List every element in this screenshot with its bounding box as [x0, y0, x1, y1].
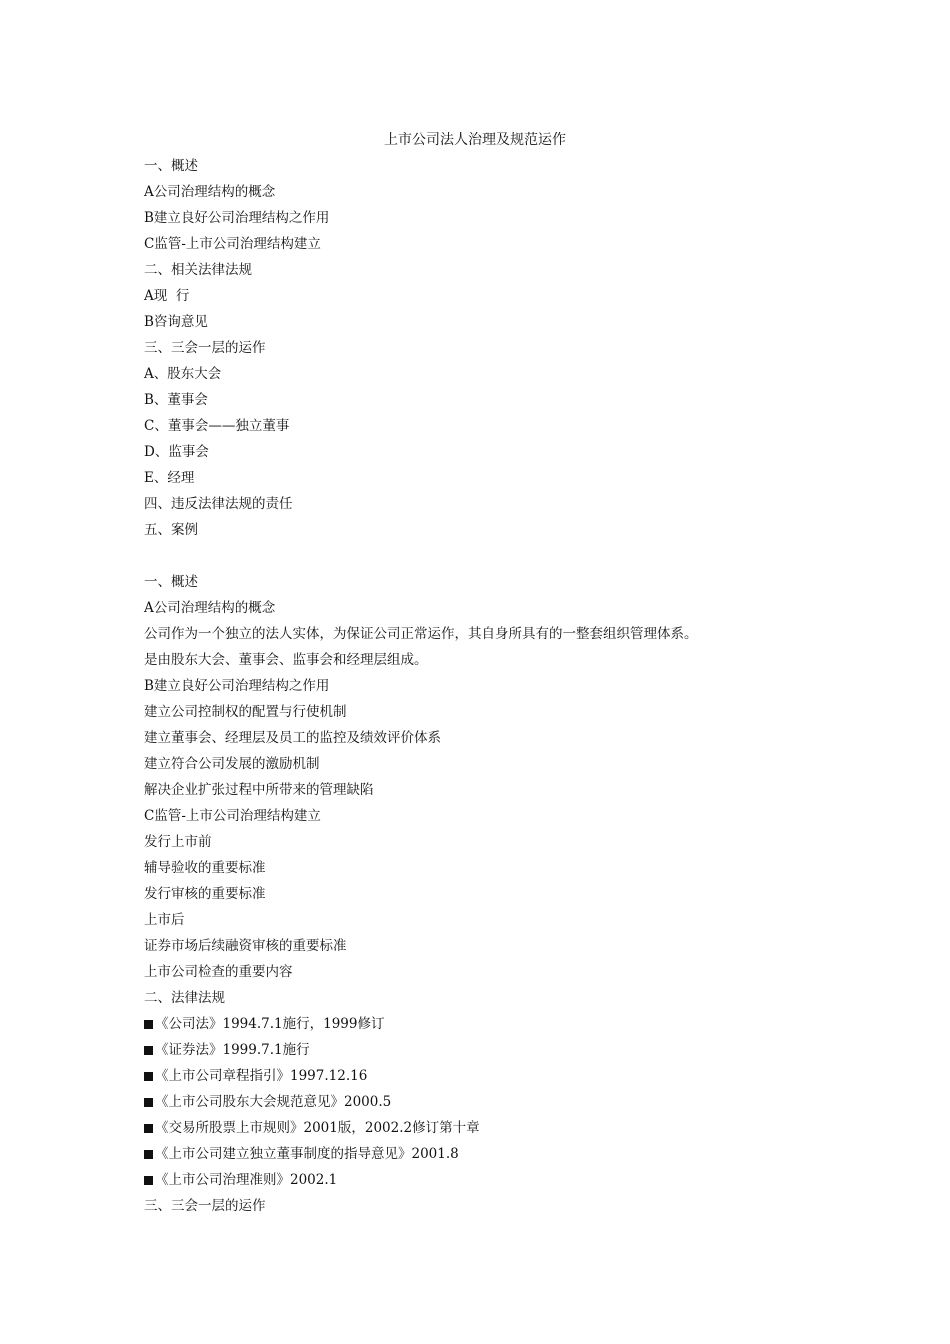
body-paragraph: 公司作为一个独立的法人实体，为保证公司正常运作，其自身所具有的一整套组织管理体系。	[144, 626, 698, 642]
bullet-square-icon	[144, 1020, 153, 1029]
toc-item: B建立良好公司治理结构之作用	[144, 210, 330, 226]
law-title: 《公司法》1994.7.1施行，1999修订	[155, 1016, 385, 1032]
bullet-square-icon	[144, 1072, 153, 1081]
law-title: 《交易所股票上市规则》2001版，2002.2修订第十章	[155, 1120, 480, 1136]
toc-item: 一、概述	[144, 158, 198, 174]
table-of-contents	[144, 153, 904, 543]
toc-item: 五、案例	[144, 522, 198, 538]
section-heading: 二、法律法规	[144, 990, 225, 1006]
bullet-square-icon	[144, 1098, 153, 1107]
subsection-heading: C监管-上市公司治理结构建立	[144, 808, 321, 824]
subsection-heading: B建立良好公司治理结构之作用	[144, 678, 330, 694]
law-list-item	[144, 1011, 904, 1037]
body-paragraph: 上市公司检查的重要内容	[144, 964, 293, 980]
section-heading: 一、概述	[144, 574, 198, 590]
toc-item: 四、违反法律法规的责任	[144, 496, 293, 512]
law-list-item	[144, 1037, 904, 1063]
law-title: 《上市公司股东大会规范意见》2000.5	[155, 1094, 392, 1110]
law-title: 《证券法》1999.7.1施行	[155, 1042, 310, 1058]
body-paragraph: 辅导验收的重要标准	[144, 860, 266, 876]
toc-item: D、监事会	[144, 444, 209, 460]
body-paragraph: 解决企业扩张过程中所带来的管理缺陷	[144, 782, 374, 798]
body-paragraph: 是由股东大会、董事会、监事会和经理层组成。	[144, 652, 428, 668]
document-body	[144, 569, 904, 1219]
body-paragraph: 建立公司控制权的配置与行使机制	[144, 704, 347, 720]
document-title: 上市公司法人治理及规范运作	[384, 132, 566, 148]
law-list-item	[144, 1141, 904, 1167]
law-list-item	[144, 1089, 904, 1115]
toc-item: C、董事会——独立董事	[144, 418, 290, 434]
toc-item: B咨询意见	[144, 314, 208, 330]
toc-item: C监管-上市公司治理结构建立	[144, 236, 321, 252]
toc-item: 三、三会一层的运作	[144, 340, 266, 356]
toc-item: 二、相关法律法规	[144, 262, 252, 278]
bullet-square-icon	[144, 1046, 153, 1055]
subsection-heading: A公司治理结构的概念	[144, 600, 276, 616]
body-paragraph: 发行上市前	[144, 834, 212, 850]
toc-item: A公司治理结构的概念	[144, 184, 276, 200]
toc-item: E、经理	[144, 470, 195, 486]
body-paragraph: 证券市场后续融资审核的重要标准	[144, 938, 347, 954]
section-heading: 三、三会一层的运作	[144, 1198, 266, 1214]
body-paragraph: 发行审核的重要标准	[144, 886, 266, 902]
toc-item: A、股东大会	[144, 366, 222, 382]
law-title: 《上市公司治理准则》2002.1	[155, 1172, 338, 1188]
toc-item: B、董事会	[144, 392, 208, 408]
body-paragraph: 建立符合公司发展的激励机制	[144, 756, 320, 772]
bullet-square-icon	[144, 1176, 153, 1185]
body-paragraph: 上市后	[144, 912, 185, 928]
bullet-square-icon	[144, 1124, 153, 1133]
law-title: 《上市公司建立独立董事制度的指导意见》2001.8	[155, 1146, 459, 1162]
bullet-square-icon	[144, 1150, 153, 1159]
law-list-item	[144, 1115, 904, 1141]
law-list-item	[144, 1167, 904, 1193]
toc-item: A现 行	[144, 288, 190, 304]
law-list-item	[144, 1063, 904, 1089]
law-title: 《上市公司章程指引》1997.12.16	[155, 1068, 368, 1084]
body-paragraph: 建立董事会、经理层及员工的监控及绩效评价体系	[144, 730, 441, 746]
